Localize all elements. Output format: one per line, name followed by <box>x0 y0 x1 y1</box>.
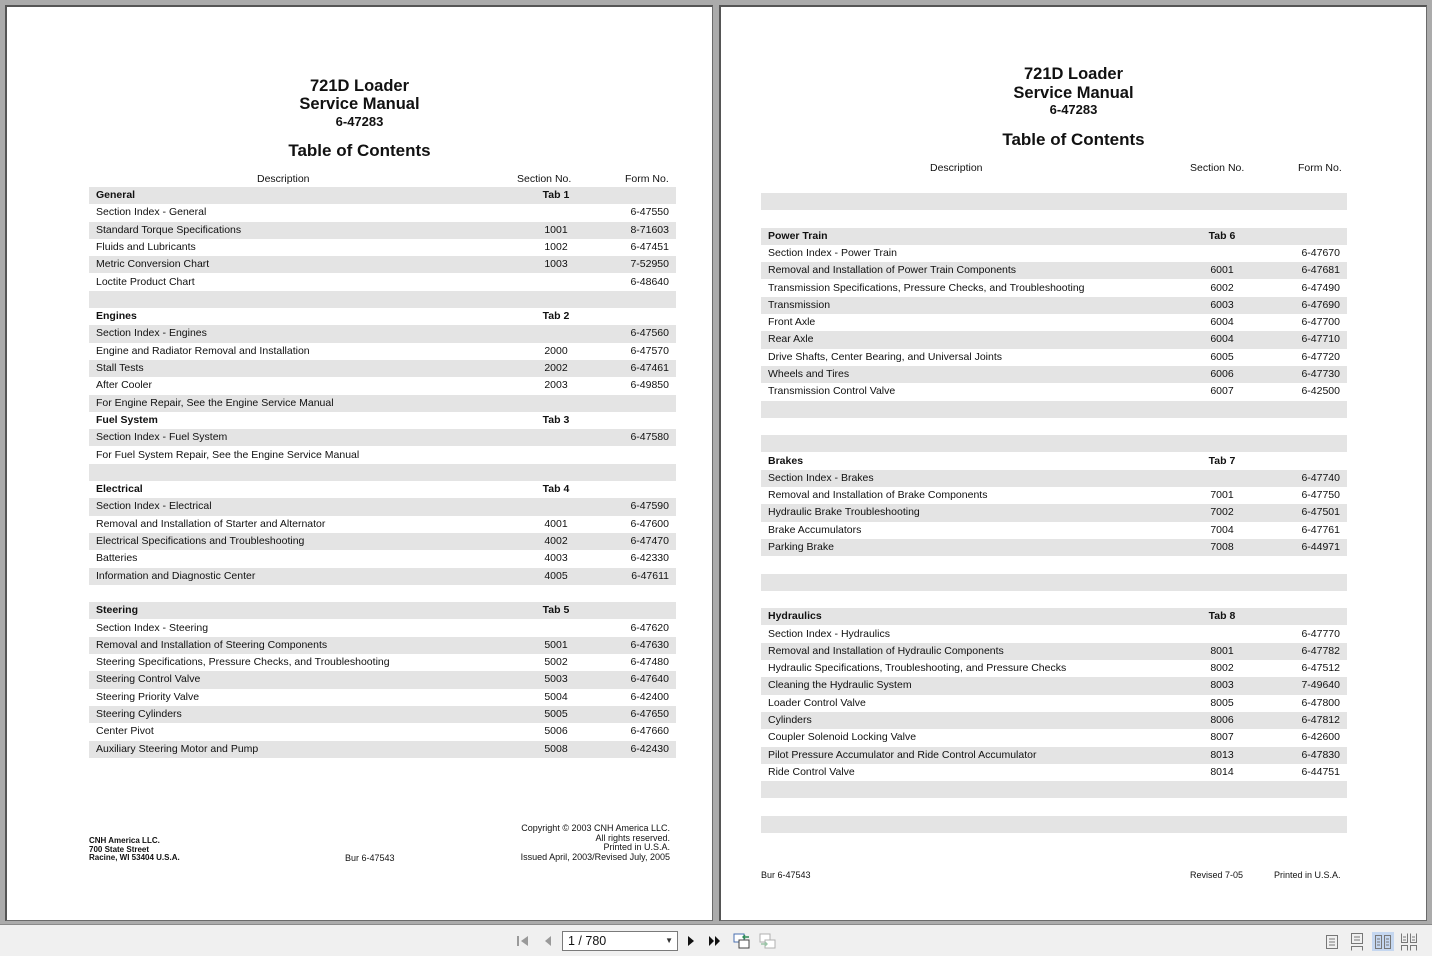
toc-row[interactable] <box>89 395 676 412</box>
toc-row[interactable] <box>89 239 676 256</box>
toc-section-header[interactable] <box>89 187 676 204</box>
toc-row[interactable] <box>89 637 676 654</box>
toc-form-number: 6-47640 <box>630 673 669 686</box>
toc-description: Section Index - Fuel System <box>96 431 228 444</box>
toc-row[interactable] <box>89 689 676 706</box>
toc-row[interactable] <box>761 297 1347 314</box>
toc-section-number: 6006 <box>1210 368 1234 380</box>
toc-form-number: 6-47700 <box>1301 316 1340 329</box>
toc-row[interactable] <box>761 280 1347 297</box>
toc-section-number: Tab 3 <box>542 413 570 426</box>
toc-section-number: 6007 <box>1210 385 1234 398</box>
company-street: 700 State Street <box>89 844 150 854</box>
next-page-icon <box>686 935 696 947</box>
toc-form-number: 6-47611 <box>631 569 669 582</box>
toc-section-number: 5003 <box>544 673 568 686</box>
toc-section-number: 7008 <box>1210 541 1234 553</box>
toc-form-number: 6-44971 <box>1301 541 1340 553</box>
first-page-icon <box>516 935 530 947</box>
toc-section-number: 1003 <box>544 258 568 271</box>
toc-row[interactable] <box>89 723 676 740</box>
toc-description: Hydraulic Specifications, Troubleshooting, and Pressure Checks <box>768 662 1067 675</box>
toc-form-number: 6-47770 <box>1301 627 1340 640</box>
toc-description: Drive Shafts, Center Bearing, and Universal Joints <box>768 350 1003 363</box>
manual-subtitle: Service Manual <box>1013 84 1134 102</box>
toc-row[interactable] <box>89 204 676 221</box>
toc-description: Loctite Product Chart <box>96 275 195 288</box>
toc-description: Brake Accumulators <box>768 523 862 536</box>
company-address <box>89 837 180 863</box>
revised-text: Revised 7-05 <box>1190 870 1244 880</box>
toc-description: Transmission <box>768 298 831 311</box>
toc-description: Steering Priority Valve <box>96 690 200 703</box>
toc-section-number: 2002 <box>544 362 568 374</box>
continuous-view-button[interactable] <box>1346 932 1368 951</box>
toc-blank-row <box>761 193 1347 210</box>
toc-description: For Fuel System Repair, See the Engine Service Manual <box>96 448 360 461</box>
toc-section-number: 4002 <box>544 535 568 547</box>
first-page-button[interactable] <box>514 931 532 951</box>
toc-row[interactable] <box>761 747 1347 764</box>
toc-blank-row <box>89 291 676 308</box>
toc-blank-row <box>761 591 1347 608</box>
toc-form-number: 6-47451 <box>630 240 669 253</box>
company-city: Racine, WI 53404 U.S.A. <box>89 853 180 862</box>
copyright-text: Copyright © 2003 CNH America LLC. <box>521 823 670 833</box>
toc-section-number: 2000 <box>544 344 568 357</box>
toc-row[interactable] <box>761 470 1347 487</box>
toc-section-number: 7002 <box>1210 506 1234 519</box>
toc-description: Center Pivot <box>96 725 154 738</box>
toc-section-number: 6003 <box>1210 298 1234 311</box>
toc-row[interactable] <box>761 504 1347 521</box>
go-back-view-button[interactable] <box>732 931 752 951</box>
toc-form-number: 6-47740 <box>1301 471 1340 484</box>
toc-form-number: 6-47681 <box>1301 264 1340 277</box>
toc-section-number: 4005 <box>544 569 568 582</box>
toc-row[interactable] <box>89 274 676 291</box>
toc-description: Steering Control Valve <box>96 673 201 686</box>
toc-section-number: 8003 <box>1210 679 1234 692</box>
toc-description: Stall Tests <box>96 362 144 374</box>
toc-description: Hydraulics <box>768 610 822 623</box>
issued-text: Issued April, 2003/Revised July, 2005 <box>520 851 670 862</box>
copyright-block <box>521 824 670 862</box>
toc-section-number: 8005 <box>1210 696 1234 709</box>
toc-form-number: 6-47650 <box>630 708 669 720</box>
previous-page-icon <box>543 935 553 947</box>
toc-description: Steering Cylinders <box>96 708 182 720</box>
toc-description: General <box>96 189 136 201</box>
two-page-icon <box>1374 934 1392 950</box>
toc-description: Coupler Solenoid Locking Valve <box>768 731 917 744</box>
toc-description: Cylinders <box>768 714 812 726</box>
toc-row[interactable] <box>89 377 676 394</box>
toc-section-number: 2003 <box>544 379 568 392</box>
toc-description: Removal and Installation of Steering Components <box>96 638 328 651</box>
toc-form-number: 6-47630 <box>630 638 669 651</box>
toc-row[interactable] <box>761 245 1347 262</box>
toc-description: Power Train <box>768 229 828 242</box>
toc-blank-row <box>761 574 1347 591</box>
manual-subtitle: Service Manual <box>299 95 420 113</box>
toc-section-number: 7001 <box>1210 489 1234 502</box>
toc-blank-row <box>761 210 1347 227</box>
toc-title: Table of Contents <box>1002 130 1145 149</box>
toc-section-header[interactable] <box>89 481 676 498</box>
toc-row[interactable] <box>89 498 676 515</box>
toc-description: Section Index - Engines <box>96 327 207 340</box>
toc-row[interactable] <box>761 522 1347 539</box>
toc-description: Steering Specifications, Pressure Checks, and Troubleshooting <box>96 656 390 669</box>
toc-row[interactable] <box>761 677 1347 694</box>
toc-description: Auxiliary Steering Motor and Pump <box>96 742 259 755</box>
toc-section-header[interactable] <box>761 453 1347 470</box>
column-header-description: Description <box>257 173 310 185</box>
next-page-button[interactable] <box>684 931 698 951</box>
toc-form-number: 6-47750 <box>1301 489 1340 502</box>
toc-section-number: Tab 7 <box>1208 454 1236 467</box>
toc-section-number: Tab 2 <box>542 310 570 323</box>
toc-form-number: 6-49850 <box>630 379 669 392</box>
toc-row[interactable] <box>761 712 1347 729</box>
toc-description: Rear Axle <box>768 333 814 346</box>
toc-description: Engines <box>96 310 137 323</box>
toc-form-number: 6-47512 <box>1301 662 1340 675</box>
toc-description: For Engine Repair, See the Engine Service Manual <box>96 396 334 409</box>
toc-form-number: 6-47470 <box>630 535 669 547</box>
toc-section-number: 8007 <box>1210 731 1234 744</box>
toc-form-number: 6-47690 <box>1301 298 1340 311</box>
toc-section-header[interactable] <box>89 412 676 429</box>
toc-form-number: 6-47782 <box>1301 644 1340 657</box>
last-page-icon <box>708 935 722 947</box>
toc-blank-row <box>89 464 676 481</box>
toc-blank-row <box>761 556 1347 573</box>
toc-form-number: 6-42600 <box>1301 731 1340 744</box>
toc-form-number: 6-47480 <box>630 656 669 669</box>
column-header-form: Form No. <box>1298 162 1342 174</box>
toc-description: Transmission Control Valve <box>768 385 896 398</box>
toc-description: Section Index - Power Train <box>768 246 897 259</box>
toc-description: Information and Diagnostic Center <box>96 569 256 582</box>
toc-blank-row <box>761 418 1347 435</box>
toc-section-number: 1002 <box>544 240 568 253</box>
toc-description: Electrical Specifications and Troubleshooting <box>96 535 305 547</box>
toc-row[interactable] <box>89 447 676 464</box>
manual-form-number: 6-47283 <box>1049 102 1098 117</box>
toc-blank-row <box>761 781 1347 798</box>
toc-form-number: 6-42330 <box>630 552 669 565</box>
toc-form-number: 6-47590 <box>630 500 669 513</box>
toc-form-number: 6-47600 <box>630 517 669 530</box>
toc-section-number: 5008 <box>544 742 568 755</box>
pdf-page-1 <box>5 5 713 921</box>
toc-section-header[interactable] <box>761 608 1347 625</box>
toc-form-number: 6-47730 <box>1301 368 1340 380</box>
page-indicator-text: 1 / 780 <box>568 934 607 948</box>
toc-row[interactable] <box>89 429 676 446</box>
toc-description: Removal and Installation of Starter and Alternator <box>96 517 326 530</box>
toc-section-header[interactable] <box>89 602 676 619</box>
go-back-view-icon <box>733 932 751 950</box>
toc-form-number: 6-48640 <box>630 275 669 288</box>
toc-form-number: 6-47570 <box>630 344 669 357</box>
toc-description: Steering <box>96 604 139 617</box>
toc-row[interactable] <box>89 706 676 723</box>
pdf-page-2 <box>719 5 1427 921</box>
toc-form-number: 8-71603 <box>630 223 669 236</box>
toc-form-number: 6-47830 <box>1301 748 1340 761</box>
toc-form-number: 6-47660 <box>630 725 669 738</box>
two-page-continuous-icon <box>1400 933 1418 951</box>
toc-section-number: 6002 <box>1210 281 1234 294</box>
toc-description: Wheels and Tires <box>768 368 850 380</box>
toc-description: Brakes <box>768 454 804 467</box>
toc-row[interactable] <box>761 349 1347 366</box>
chevron-down-icon[interactable]: ▼ <box>665 936 673 945</box>
toc-section-number: 5005 <box>544 708 568 720</box>
column-header-section: Section No. <box>1190 162 1245 174</box>
toc-section-number: 4003 <box>544 552 568 565</box>
toc-form-number: 6-47490 <box>1301 281 1340 294</box>
toc-description: Engine and Radiator Removal and Installation <box>96 344 310 357</box>
toc-row[interactable] <box>761 643 1347 660</box>
two-page-view-button[interactable] <box>1372 932 1394 951</box>
toc-row[interactable] <box>761 729 1347 746</box>
toc-section-number: 8006 <box>1210 714 1234 726</box>
toc-section-number: 6004 <box>1210 316 1234 329</box>
toc-form-number: 6-47550 <box>630 206 669 219</box>
toc-description: Removal and Installation of Brake Components <box>768 489 988 502</box>
toc-section-number: Tab 5 <box>542 604 570 617</box>
column-header-section: Section No. <box>517 173 572 185</box>
toc-section-header[interactable] <box>761 228 1347 245</box>
continuous-page-icon <box>1350 933 1364 951</box>
toc-form-number: 6-47761 <box>1301 523 1340 536</box>
rights-text: All rights reserved. <box>595 832 670 843</box>
toc-row[interactable] <box>89 654 676 671</box>
toc-description: Section Index - Hydraulics <box>768 627 890 640</box>
go-forward-view-icon <box>759 932 777 950</box>
printed-text: Printed in U.S.A. <box>603 842 670 853</box>
toc-description: Electrical <box>96 483 143 496</box>
toc-form-number: 6-42400 <box>630 690 669 703</box>
toc-form-number: 7-52950 <box>630 258 669 271</box>
toc-description: After Cooler <box>96 379 153 392</box>
toc-title: Table of Contents <box>288 141 431 160</box>
viewer-toolbar <box>0 924 1432 956</box>
toc-row[interactable] <box>89 533 676 550</box>
company-name: CNH America LLC. <box>89 836 160 845</box>
single-page-view-button[interactable] <box>1321 932 1343 951</box>
toc-section-number: 6004 <box>1210 333 1234 346</box>
toc-form-number: 6-47710 <box>1301 333 1340 346</box>
toc-description: Pilot Pressure Accumulator and Ride Control Accumulator <box>768 748 1037 761</box>
toc-form-number: 6-44751 <box>1301 765 1340 778</box>
toc-row[interactable] <box>761 695 1347 712</box>
toc-form-number: 6-47620 <box>630 621 669 634</box>
toc-row[interactable] <box>761 764 1347 781</box>
toc-section-number: 6005 <box>1210 350 1234 363</box>
toc-section-number: Tab 1 <box>542 189 570 201</box>
toc-row[interactable] <box>89 325 676 342</box>
toc-form-number: 7-49640 <box>1301 679 1340 692</box>
two-page-continuous-view-button[interactable] <box>1398 932 1420 951</box>
toc-section-number: 8002 <box>1210 662 1234 675</box>
toc-section-number: Tab 4 <box>542 483 570 496</box>
toc-section-number: 5002 <box>544 656 568 669</box>
toc-row[interactable] <box>761 383 1347 400</box>
toc-description: Removal and Installation of Power Train Components <box>768 264 1017 277</box>
toc-form-number: 6-47670 <box>1301 246 1340 259</box>
toc-description: Fuel System <box>96 413 158 426</box>
bur-number: Bur 6-47543 <box>761 870 811 880</box>
toc-form-number: 6-42500 <box>1301 385 1340 398</box>
toc-section-number: Tab 6 <box>1208 229 1236 242</box>
toc-description: Section Index - Brakes <box>768 471 874 484</box>
last-page-button[interactable] <box>706 931 724 951</box>
toc-description: Transmission Specifications, Pressure Checks, and Troubleshooting <box>768 281 1085 294</box>
toc-form-number: 6-47501 <box>1301 506 1340 519</box>
toc-row[interactable] <box>89 671 676 688</box>
toc-form-number: 6-47560 <box>630 327 669 340</box>
bur-number: Bur 6-47543 <box>345 853 395 863</box>
toc-form-number: 6-47812 <box>1301 714 1340 726</box>
column-header-form: Form No. <box>625 173 669 185</box>
toc-description: Batteries <box>96 552 138 565</box>
column-header-description: Description <box>930 162 983 174</box>
toc-row[interactable] <box>89 360 676 377</box>
manual-title: 721D Loader <box>1023 65 1124 83</box>
toc-row[interactable] <box>89 516 676 533</box>
toc-section-number: 4001 <box>544 517 568 530</box>
toc-row[interactable] <box>761 262 1347 279</box>
toc-blank-row <box>761 799 1347 816</box>
toc-description: Parking Brake <box>768 541 834 553</box>
toc-row[interactable] <box>761 626 1347 643</box>
toc-description: Front Axle <box>768 316 816 329</box>
toc-section-number: 8013 <box>1210 748 1234 761</box>
toc-row[interactable] <box>89 343 676 360</box>
previous-page-button[interactable] <box>540 931 556 951</box>
toc-section-number: 6001 <box>1210 264 1234 277</box>
printed-text: Printed in U.S.A. <box>1274 870 1341 880</box>
toc-row[interactable] <box>89 620 676 637</box>
toc-blank-row <box>761 816 1347 833</box>
toc-row[interactable] <box>761 539 1347 556</box>
toc-blank-row <box>761 435 1347 452</box>
toc-section-number: 1001 <box>544 223 568 236</box>
toc-description: Standard Torque Specifications <box>96 223 242 236</box>
toc-description: Removal and Installation of Hydraulic Components <box>768 644 1004 657</box>
toc-form-number: 6-47720 <box>1301 350 1340 363</box>
toc-description: Section Index - Electrical <box>96 500 212 513</box>
toc-row[interactable] <box>761 487 1347 504</box>
toc-description: Metric Conversion Chart <box>96 258 210 271</box>
toc-section-number: 7004 <box>1210 523 1234 536</box>
toc-row[interactable] <box>761 366 1347 383</box>
toc-section-number: 8001 <box>1210 644 1234 657</box>
toc-form-number: 6-47461 <box>630 362 669 374</box>
toc-section-number: 8014 <box>1210 765 1234 778</box>
toc-row[interactable] <box>761 331 1347 348</box>
toc-row[interactable] <box>89 256 676 273</box>
go-forward-view-button[interactable] <box>758 931 778 951</box>
toc-section-number: 5001 <box>544 638 568 651</box>
toc-blank-row <box>761 401 1347 418</box>
single-page-icon <box>1325 934 1339 950</box>
toc-form-number: 6-47800 <box>1301 696 1340 709</box>
manual-title: 721D Loader <box>309 77 410 95</box>
toc-description: Cleaning the Hydraulic System <box>768 679 912 692</box>
toc-row[interactable] <box>89 550 676 567</box>
toc-description: Hydraulic Brake Troubleshooting <box>768 506 920 519</box>
toc-row[interactable] <box>89 741 676 758</box>
toc-description: Section Index - General <box>96 206 207 219</box>
toc-section-number: 5006 <box>544 725 568 738</box>
toc-row[interactable] <box>89 568 676 585</box>
toc-blank-row <box>89 585 676 602</box>
toc-description: Ride Control Valve <box>768 765 855 778</box>
toc-form-number: 6-47580 <box>630 431 669 444</box>
toc-section-header[interactable] <box>89 308 676 325</box>
toc-row[interactable] <box>761 660 1347 677</box>
toc-form-number: 6-42430 <box>630 742 669 755</box>
toc-description: Section Index - Steering <box>96 621 209 634</box>
toc-section-number: Tab 8 <box>1208 610 1236 623</box>
toc-section-number: 5004 <box>544 690 568 703</box>
toc-row[interactable] <box>761 314 1347 331</box>
toc-description: Fluids and Lubricants <box>96 240 196 253</box>
toc-description: Loader Control Valve <box>768 696 866 709</box>
manual-form-number: 6-47283 <box>335 114 384 129</box>
toc-row[interactable] <box>89 222 676 239</box>
page-number-input[interactable] <box>562 931 678 951</box>
